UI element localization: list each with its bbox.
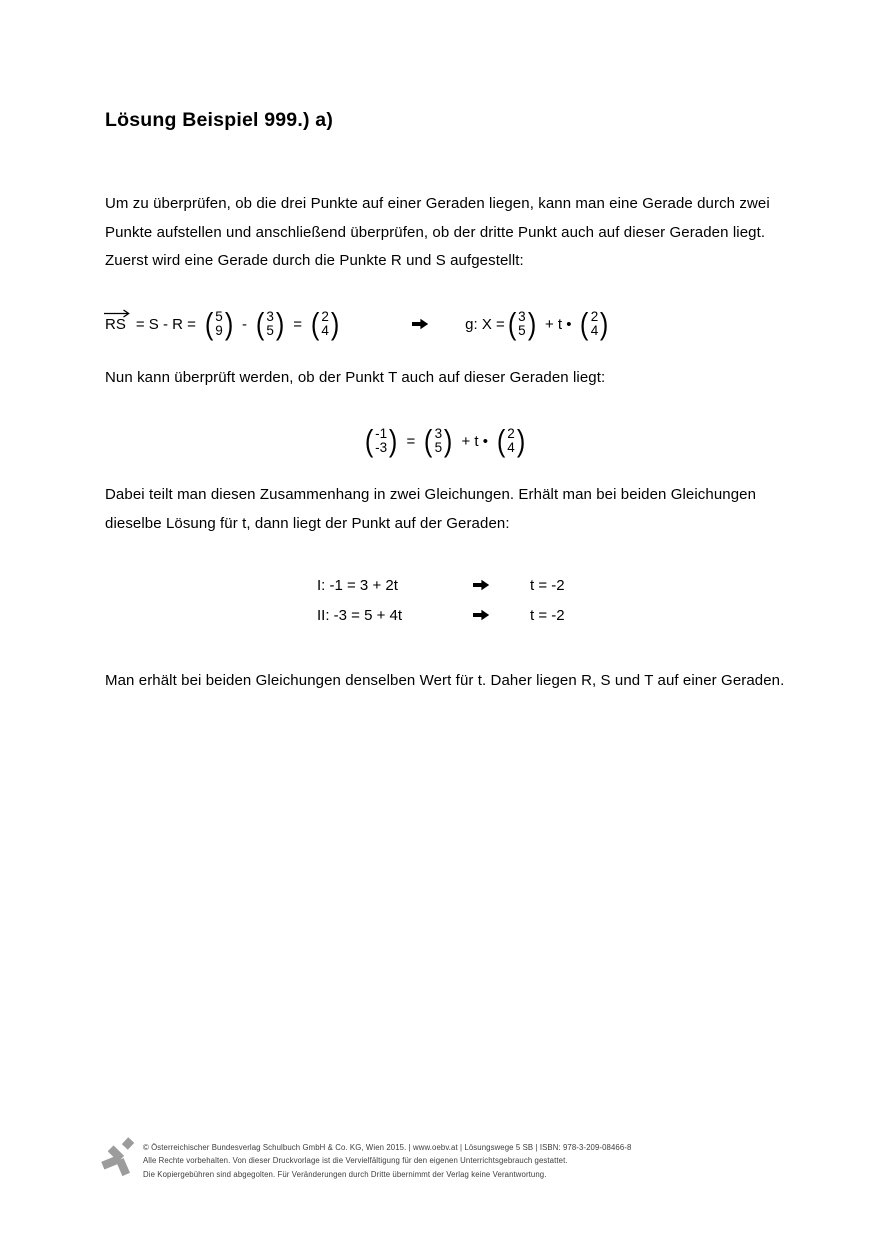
left-paren: ( [424, 423, 433, 458]
vector-component: 9 [215, 323, 223, 338]
split-line: dieselbe Lösung für t, dann liegt der Punkt auf der Geraden: [105, 514, 510, 532]
page-title: Lösung Beispiel 999.) a) [105, 109, 334, 131]
vector-component: 4 [590, 323, 599, 338]
vector-component: -3 [375, 440, 388, 455]
equation-line-t [0, 419, 890, 463]
system-result: t = -2 [530, 576, 565, 594]
vector-component: 5 [215, 308, 223, 324]
vector-component: 3 [434, 425, 443, 441]
intro-line: Zuerst wird eine Gerade durch die Punkte R und S aufgestellt: [105, 252, 524, 270]
intro-paragraph [105, 190, 770, 276]
vector-component: 5 [518, 323, 526, 338]
system-result: t = -2 [530, 606, 565, 624]
vector-component: 5 [434, 440, 443, 455]
column-vector-direction [496, 424, 526, 458]
left-paren: ( [204, 306, 214, 341]
equation-system [317, 570, 565, 630]
equals-operator: = [406, 432, 416, 450]
footer-line: © Österreichischer Bundesverlag Schulbuch GmbH & Co. KG, Wien 2015. | www.oebv.at | Lösungswege 5 SB | ISBN: 978-3-209-08466-8 [143, 1143, 632, 1152]
split-line: Dabei teilt man diesen Zusammenhang in zwei Gleichungen. Erhält man bei beiden Gleichungen [105, 486, 757, 503]
left-paren: ( [255, 306, 265, 341]
right-paren: ) [516, 423, 526, 458]
check-t-paragraph: Nun kann überprüft werden, ob der Punkt T auch auf dieser Geraden liegt: [105, 369, 606, 386]
equation-line-rs [105, 302, 612, 346]
conclusion-paragraph: Man erhält bei beiden Gleichungen denselben Wert für t. Daher liegen R, S und T auf einer Geraden. [105, 672, 785, 689]
line-equation-label: g: X = [465, 315, 505, 333]
oebv-asterisk-logo-icon [99, 1135, 136, 1179]
split-paragraph [105, 481, 756, 538]
param-term: + t • [544, 315, 572, 333]
footer-line: Die Kopiergebühren sind abgegolten. Für Veränderungen durch Dritte übernimmt der Verlag keine Verantwortung. [143, 1169, 547, 1179]
right-paren: ) [600, 306, 609, 341]
column-vector-point [423, 424, 453, 458]
equals-operator: = [293, 315, 302, 333]
column-vector-r [255, 307, 285, 341]
system-row-2 [317, 600, 565, 630]
column-vector-direction [310, 307, 340, 341]
vector-rs-label: RS [105, 316, 126, 333]
right-paren: ) [444, 423, 453, 458]
column-vector-point [507, 307, 537, 341]
publisher-footer [99, 1135, 631, 1181]
intro-line: Punkte aufstellen und anschließend überprüfen, ob der dritte Punkt auch auf dieser Geraden liegt. [105, 223, 766, 241]
vector-component: 5 [266, 323, 274, 338]
footer-line: Alle Rechte vorbehalten. Von dieser Druckvorlage ist die Vervielfältigung für den eigenen Unterrichtsgebrauch gestattet. [143, 1156, 568, 1166]
left-paren: ( [310, 306, 320, 341]
system-row-1 [317, 570, 565, 600]
left-paren: ( [496, 423, 506, 458]
vector-component: 2 [590, 308, 599, 324]
param-term: + t • [461, 432, 488, 450]
minus-operator: - [242, 315, 248, 333]
vector-component: 3 [266, 308, 274, 324]
system-equation: II: -3 = 5 + 4t [317, 606, 403, 624]
column-vector-s [204, 307, 234, 341]
implies-arrow-icon [412, 317, 429, 331]
column-vector-t [364, 424, 399, 458]
vector-component: -1 [375, 425, 388, 441]
left-paren: ( [364, 423, 374, 458]
implies-arrow-icon [473, 608, 490, 622]
vector-component: 4 [507, 440, 515, 455]
implies-arrow-icon [473, 578, 490, 592]
vector-arrow-icon [103, 308, 130, 318]
system-equation: I: -1 = 3 + 2t [317, 576, 398, 594]
column-vector-direction2 [579, 307, 609, 341]
footer-text [143, 1141, 631, 1181]
right-paren: ) [275, 306, 285, 341]
vector-component: 4 [321, 323, 329, 338]
left-paren: ( [507, 306, 517, 341]
right-paren: ) [527, 306, 537, 341]
left-paren: ( [580, 306, 589, 341]
vector-component: 2 [507, 425, 515, 441]
right-paren: ) [330, 306, 340, 341]
right-paren: ) [224, 306, 234, 341]
right-paren: ) [389, 423, 398, 458]
intro-line: Um zu überprüfen, ob die drei Punkte auf einer Geraden liegen, kann man eine Gerade durch zwei [105, 195, 770, 212]
vector-component: 3 [518, 308, 526, 324]
vector-component: 2 [321, 308, 329, 324]
equation-prefix: = S - R = [135, 315, 196, 333]
